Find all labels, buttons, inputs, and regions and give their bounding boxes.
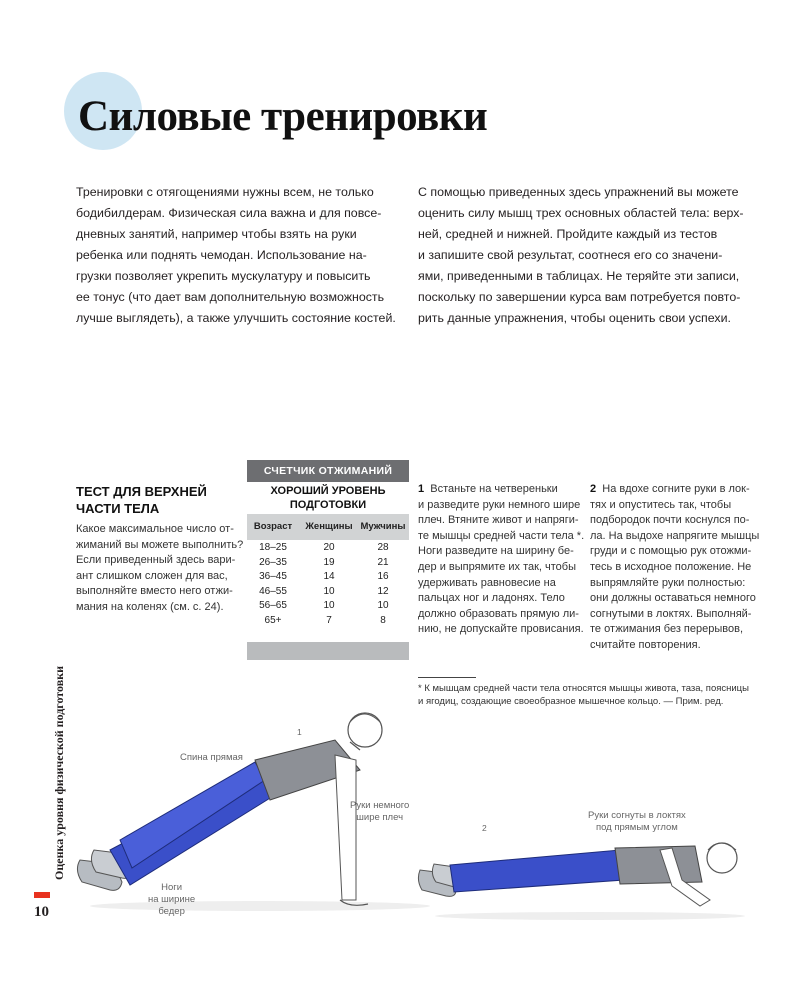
col-women: Женщины <box>305 521 353 532</box>
page-number: 10 <box>34 904 49 920</box>
counter-subheader <box>247 484 409 512</box>
table-row <box>247 586 409 601</box>
step-line: согнутыми в локтях. Выполняй- <box>590 607 752 620</box>
cell-men: 8 <box>380 614 386 626</box>
step-line: Встаньте на четвереньки <box>430 483 558 495</box>
label-line: шире плеч <box>356 812 404 823</box>
step-line: Ноги разведите на ширину бе- <box>418 545 574 558</box>
label-line: Руки немного <box>350 800 410 811</box>
table-row <box>247 600 409 615</box>
test-heading-line: ТЕСТ ДЛЯ ВЕРХНЕЙ <box>76 484 207 499</box>
col-age: Возраст <box>253 521 293 532</box>
step-line: и разведите руки немного шире <box>418 498 581 511</box>
step-line: подбородок почти коснулся по- <box>590 514 750 527</box>
counter-header: СЧЕТЧИК ОТЖИМАНИЙ <box>247 460 409 482</box>
section-label: Оценка уровня физической подготовки <box>52 665 66 880</box>
intro-left-line: лучше выглядеть), а также улучшить состояние костей. <box>76 311 396 325</box>
intro-right-column <box>418 182 748 329</box>
cell-men: 10 <box>377 600 389 612</box>
step-1-text <box>418 482 584 638</box>
table-row <box>247 542 409 557</box>
intro-right-line: и запишите свой результат, соотнеся его со значени- <box>418 248 723 262</box>
step-line: считайте повторения. <box>590 638 701 651</box>
intro-left-line: дневных занятий, например чтобы взять на руки <box>76 227 357 241</box>
cell-age: 56–65 <box>259 600 287 612</box>
figure-2-number: 2 <box>482 823 487 833</box>
table-row <box>247 557 409 572</box>
cell-age: 36–45 <box>259 571 287 583</box>
step-line: нию, не допускайте провисания. <box>418 623 584 636</box>
counter-column-headers <box>247 514 409 540</box>
pushup-lowered-illustration <box>410 820 750 930</box>
table-row <box>247 615 409 630</box>
figure-1-number: 1 <box>297 727 302 737</box>
table-row <box>247 571 409 586</box>
cell-men: 28 <box>377 542 389 553</box>
intro-right-line: оценить силу мышц трех основных областей тела: верх- <box>418 206 744 220</box>
cell-men: 21 <box>377 556 389 568</box>
cell-age: 18–25 <box>259 542 287 553</box>
step-line: ла. На выдохе напрягите мышцы <box>590 529 760 542</box>
step-line: На вдохе согните руки в лок- <box>602 483 750 495</box>
cell-women: 10 <box>323 600 335 612</box>
test-text-line: мания на коленях (см. с. 24). <box>76 600 224 613</box>
intro-right-line: С помощью приведенных здесь упражнений вы можете <box>418 185 739 199</box>
intro-left-line: бодибилдерам. Физическая сила важна и для повсе- <box>76 206 382 220</box>
step-line: тесь в исходное положение. Не <box>590 560 752 573</box>
pushup-counter-table <box>247 460 409 660</box>
test-text-line: ант слишком сложен для вас, <box>76 569 228 582</box>
label-line: бедер <box>158 906 185 917</box>
intro-left-line: ее тонус (что дает вам дополнительную возможность <box>76 290 385 304</box>
test-text-line: Какое максимальное число от- <box>76 523 234 535</box>
footnote-line: * К мышцам средней части тела относятся мышцы живота, таза, поясницы <box>418 683 749 694</box>
step-number: 1 <box>418 483 425 495</box>
step-line: удерживать равновесие на <box>418 576 556 589</box>
step-line: те отжимания без перерывов, <box>590 623 744 636</box>
test-description <box>76 522 243 616</box>
step-number: 2 <box>590 483 597 495</box>
step-line: должно образовать прямую ли- <box>418 607 579 620</box>
footnote-rule <box>418 677 476 678</box>
cell-men: 16 <box>377 571 389 583</box>
cell-women: 20 <box>323 542 335 553</box>
step-line: тях и опуститесь так, чтобы <box>590 498 732 511</box>
cell-age: 26–35 <box>259 556 287 568</box>
intro-left-line: Тренировки с отягощениями нужны всем, не только <box>76 185 374 199</box>
test-text-line: жиманий вы можете выполнить? <box>76 538 244 551</box>
step-line: пальцах ног и ладонях. Тело <box>418 592 565 605</box>
cell-women: 19 <box>323 556 335 568</box>
step-line: те мышцы средней части тела *. <box>418 529 585 542</box>
intro-right-line: ней, средней и нижней. Пройдите каждый из тестов <box>418 227 718 241</box>
label-line: на ширине <box>148 894 196 905</box>
cell-men: 12 <box>377 585 389 597</box>
footnote <box>418 682 749 708</box>
label-line: под прямым углом <box>595 822 678 833</box>
counter-rows <box>247 542 409 630</box>
cell-women: 10 <box>323 585 335 597</box>
intro-left-line: грузки позволяет укрепить мускулатуру и повысить <box>76 269 371 283</box>
cell-age: 65+ <box>264 614 282 626</box>
cell-age: 46–55 <box>259 585 287 597</box>
cell-women: 14 <box>323 571 335 583</box>
label-line: Руки согнуты в локтях <box>588 810 686 821</box>
step-line: плеч. Втяните живот и напряги- <box>418 514 579 527</box>
label-legs-width <box>148 882 195 918</box>
counter-subheader-line: ХОРОШИЙ УРОВЕНЬ <box>270 485 386 497</box>
cell-women: 7 <box>326 614 332 626</box>
counter-subheader-line: ПОДГОТОВКИ <box>289 499 367 511</box>
test-heading <box>76 483 207 517</box>
footnote-line: и ягодиц, создающие своеобразное мышечное кольцо. — Прим. ред. <box>418 696 724 707</box>
step-line: дер и выпрямите их так, чтобы <box>418 560 576 573</box>
intro-right-line: поскольку по завершении курса вам потребуется повто- <box>418 290 741 304</box>
accent-bar <box>34 892 50 898</box>
intro-right-line: рить данные упражнения, чтобы оценить свои успехи. <box>418 311 731 325</box>
page-title: Силовые тренировки <box>78 93 488 140</box>
label-line: Ноги <box>161 882 183 893</box>
step-line: выпрямляйте руки полностью: <box>590 576 746 589</box>
label-arms-width <box>350 800 409 824</box>
test-text-line: выполняйте вместо него отжи- <box>76 585 233 598</box>
counter-footer-band <box>247 642 409 660</box>
col-men: Мужчины <box>360 521 406 532</box>
test-heading-line: ЧАСТИ ТЕЛА <box>76 501 160 516</box>
label-elbows <box>588 810 686 834</box>
intro-right-line: ями, приведенными в таблицах. Не теряйте эти записи, <box>418 269 740 283</box>
label-back-straight: Спина прямая <box>180 752 243 763</box>
step-2-text <box>590 482 759 654</box>
intro-left-column <box>76 182 401 329</box>
step-line: груди и с помощью рук отожми- <box>590 545 752 558</box>
step-line: они должны оставаться немного <box>590 592 756 605</box>
test-text-line: Если приведенный здесь вари- <box>76 554 236 567</box>
intro-left-line: ребенка или поднять чемодан. Использование на- <box>76 248 367 262</box>
